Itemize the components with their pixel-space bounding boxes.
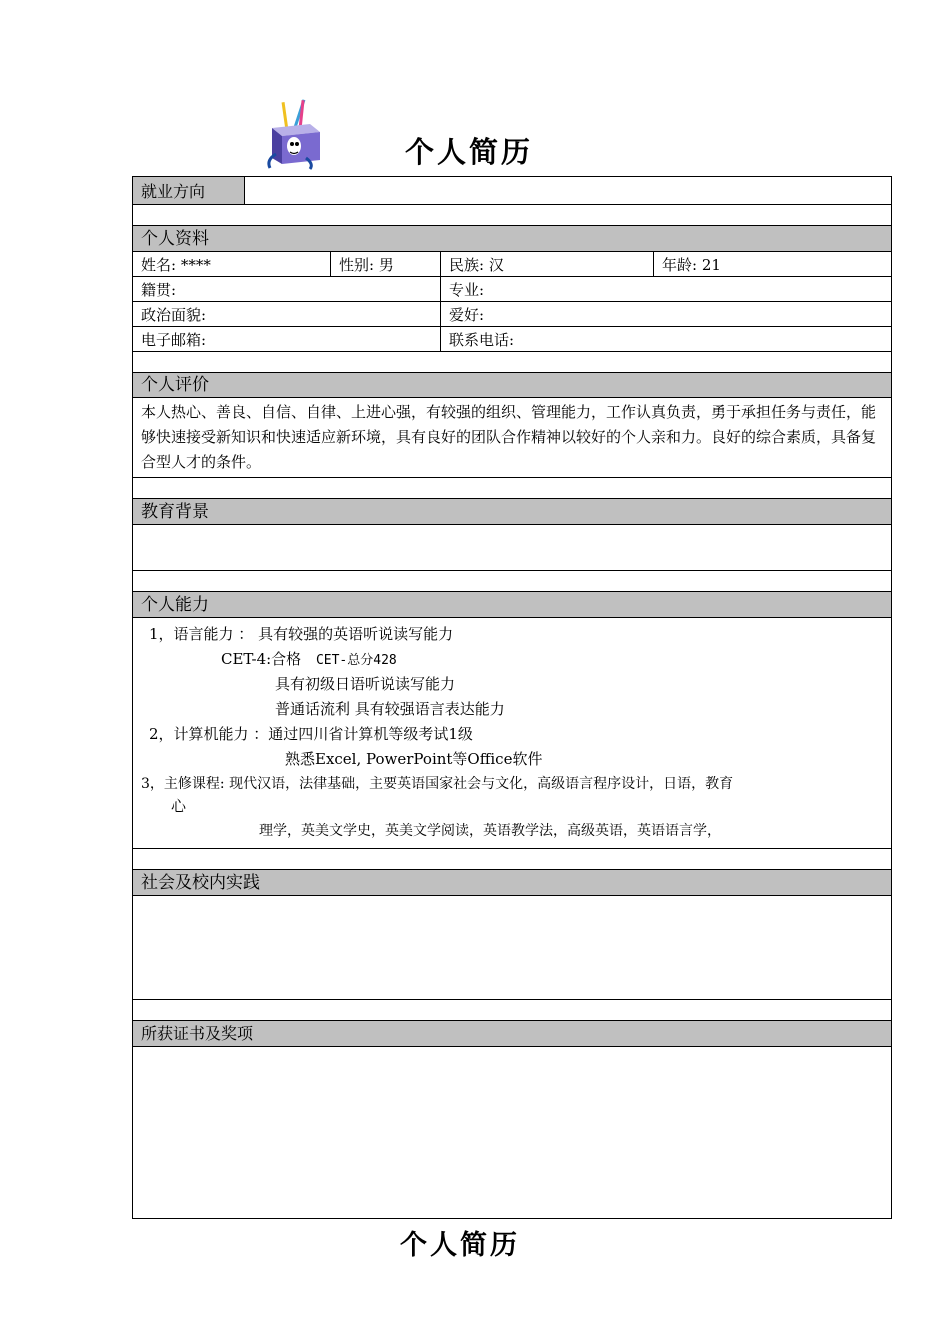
skill-cet-score: CET-总分428 bbox=[315, 653, 397, 668]
skill-office: 熟悉Excel, PowerPoint等Office软件 bbox=[285, 750, 543, 768]
section-self-evaluation: 个人评价 bbox=[133, 373, 892, 398]
age-cell: 年龄: 21 bbox=[654, 252, 892, 277]
awards-content bbox=[133, 1047, 892, 1219]
spacer-row bbox=[133, 849, 892, 870]
section-practice: 社会及校内实践 bbox=[133, 870, 892, 896]
spacer-row bbox=[133, 478, 892, 499]
section-education: 教育背景 bbox=[133, 499, 892, 525]
spacer-row bbox=[133, 205, 892, 226]
resume-table bbox=[132, 176, 892, 1219]
gender-cell: 性别: 男 bbox=[331, 252, 441, 277]
spacer-row bbox=[133, 1000, 892, 1021]
skill-cet4: CET-4:合格 bbox=[221, 650, 302, 668]
job-direction-value bbox=[245, 177, 892, 205]
self-evaluation-text: 本人热心、善良、自信、自律、上进心强，有较强的组织、管理能力，工作认真负责，勇于承担任务与责任，能够快速接受新知识和快速适应新环境，具有良好的团队合作精神以较好的个人亲和力。良好的综合素质，具备复合型人才的条件。 bbox=[133, 398, 892, 478]
skill-computer: 2，计算机能力 ：通过四川省计算机等级考试1级 bbox=[149, 725, 473, 743]
name-cell: 姓名: **** bbox=[133, 252, 331, 277]
pencil-cup-logo-icon bbox=[262, 98, 324, 170]
hobbies-cell: 爱好: bbox=[441, 302, 892, 327]
skill-courses: 3，主修课程: 现代汉语，法律基础，主要英语国家社会与文化，高级语言程序设计，日语，教育 bbox=[141, 776, 734, 792]
major-cell: 专业: bbox=[441, 277, 892, 302]
ethnicity-cell: 民族: 汉 bbox=[441, 252, 654, 277]
practice-content bbox=[133, 896, 892, 1000]
skill-mandarin: 普通话流利 具有较强语言表达能力 bbox=[275, 700, 505, 718]
page-title: 个人简历 bbox=[405, 135, 534, 169]
email-cell: 电子邮箱: bbox=[133, 327, 441, 352]
section-personal-info: 个人资料 bbox=[133, 226, 892, 252]
spacer-row bbox=[133, 352, 892, 373]
political-status-cell: 政治面貌: bbox=[133, 302, 441, 327]
native-place-cell: 籍贯: bbox=[133, 277, 441, 302]
phone-cell: 联系电话: bbox=[441, 327, 892, 352]
skill-courses-cont: 理学，英美文学史，英美文学阅读，英语教学法，高级英语，英语语言学， bbox=[259, 823, 721, 839]
job-direction-label: 就业方向 bbox=[133, 177, 245, 205]
section-awards: 所获证书及奖项 bbox=[133, 1021, 892, 1047]
section-skills: 个人能力 bbox=[133, 592, 892, 618]
skill-japanese: 具有初级日语听说读写能力 bbox=[275, 675, 456, 693]
skill-language: 1，语言能力 ： 具有较强的英语听说读写能力 bbox=[149, 625, 454, 643]
skills-content bbox=[133, 618, 892, 849]
education-content bbox=[133, 525, 892, 571]
footer-title: 个人简历 bbox=[400, 1230, 520, 1261]
spacer-row bbox=[133, 571, 892, 592]
skill-courses-wrap: 心 bbox=[171, 797, 187, 815]
